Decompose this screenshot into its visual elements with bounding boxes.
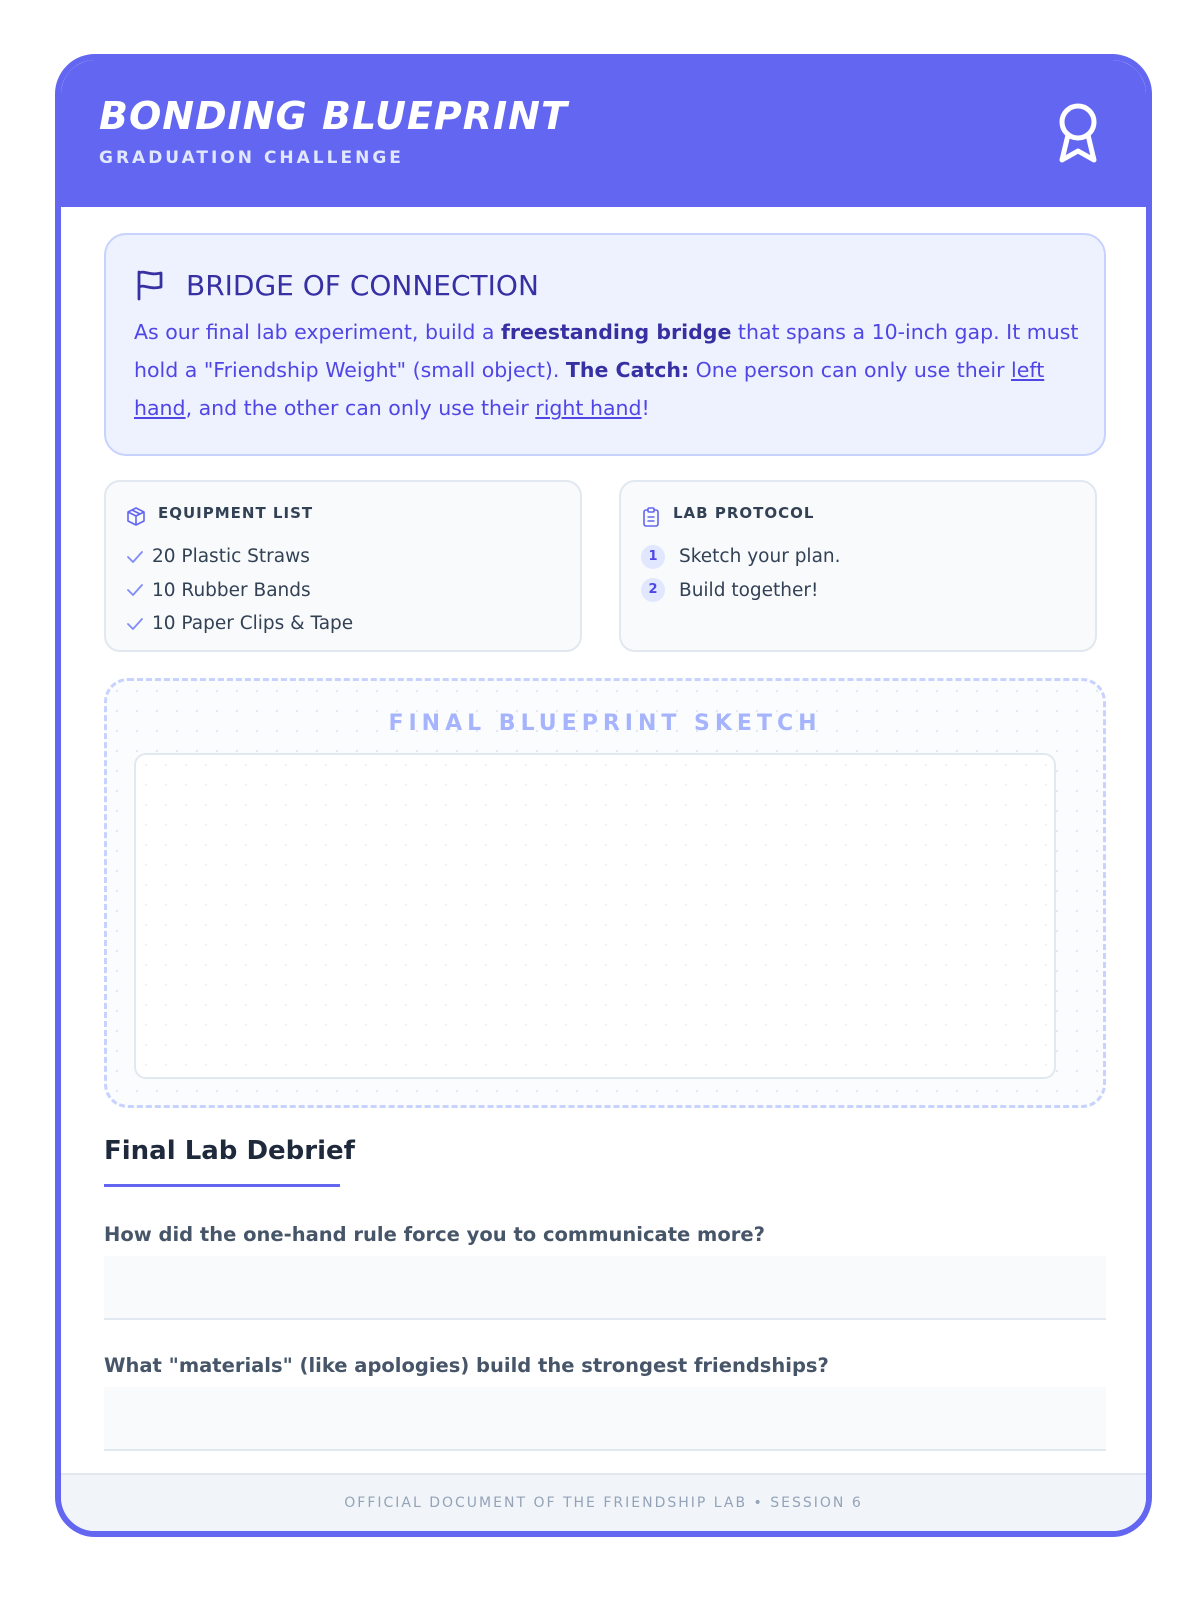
blueprint-sketch-area [104, 678, 1106, 1108]
list-item: 1 Sketch your plan. [641, 540, 841, 574]
equipment-list [126, 540, 353, 641]
footer [61, 1473, 1146, 1537]
step-number: 1 [641, 545, 665, 569]
sketch-title: FINAL BLUEPRINT SKETCH [388, 711, 822, 736]
list-item: 10 Rubber Bands [126, 574, 353, 608]
list-item: 10 Paper Clips & Tape [126, 607, 353, 641]
question-label: How did the one-hand rule force you to communicate more? [104, 1223, 765, 1246]
header-banner [61, 60, 1146, 207]
list-item: 20 Plastic Straws [126, 540, 353, 574]
answer-field[interactable] [104, 1387, 1106, 1451]
page-subtitle: GRADUATION CHALLENGE [99, 148, 404, 168]
protocol-steps [641, 540, 841, 607]
answer-field[interactable] [104, 1256, 1106, 1320]
mission-description: As our final lab experiment, build a freestanding bridge that spans a 10-inch gap. It must hold a "Friendship Weight" (small object). The Catch: One person can only use their left hand, and the other can only use their right hand! [134, 320, 1079, 420]
mission-box [104, 233, 1106, 456]
question-label: What "materials" (like apologies) build the strongest friendships? [104, 1354, 829, 1377]
lab-protocol-title: LAB PROTOCOL [673, 504, 815, 522]
debrief-title: Final Lab Debrief [104, 1136, 355, 1166]
mission-title: BRIDGE OF CONNECTION [186, 269, 539, 302]
check-icon [126, 550, 144, 564]
page-title: BONDING BLUEPRINT [99, 94, 568, 138]
list-item: 2 Build together! [641, 574, 841, 608]
flag-icon [135, 269, 165, 301]
lab-protocol-panel [619, 480, 1097, 652]
check-icon [126, 617, 144, 631]
debrief-underline [104, 1184, 340, 1187]
worksheet-card [55, 54, 1152, 1537]
check-icon [126, 583, 144, 597]
equipment-list-panel [104, 480, 582, 652]
step-number: 2 [641, 578, 665, 602]
package-icon [126, 506, 146, 528]
equipment-list-title: EQUIPMENT LIST [158, 504, 314, 522]
award-ribbon-icon [1056, 102, 1100, 166]
sketch-canvas[interactable] [134, 753, 1056, 1079]
clipboard-icon [641, 506, 661, 528]
footer-text: OFFICIAL DOCUMENT OF THE FRIENDSHIP LAB • SESSION 6 [344, 1495, 863, 1511]
